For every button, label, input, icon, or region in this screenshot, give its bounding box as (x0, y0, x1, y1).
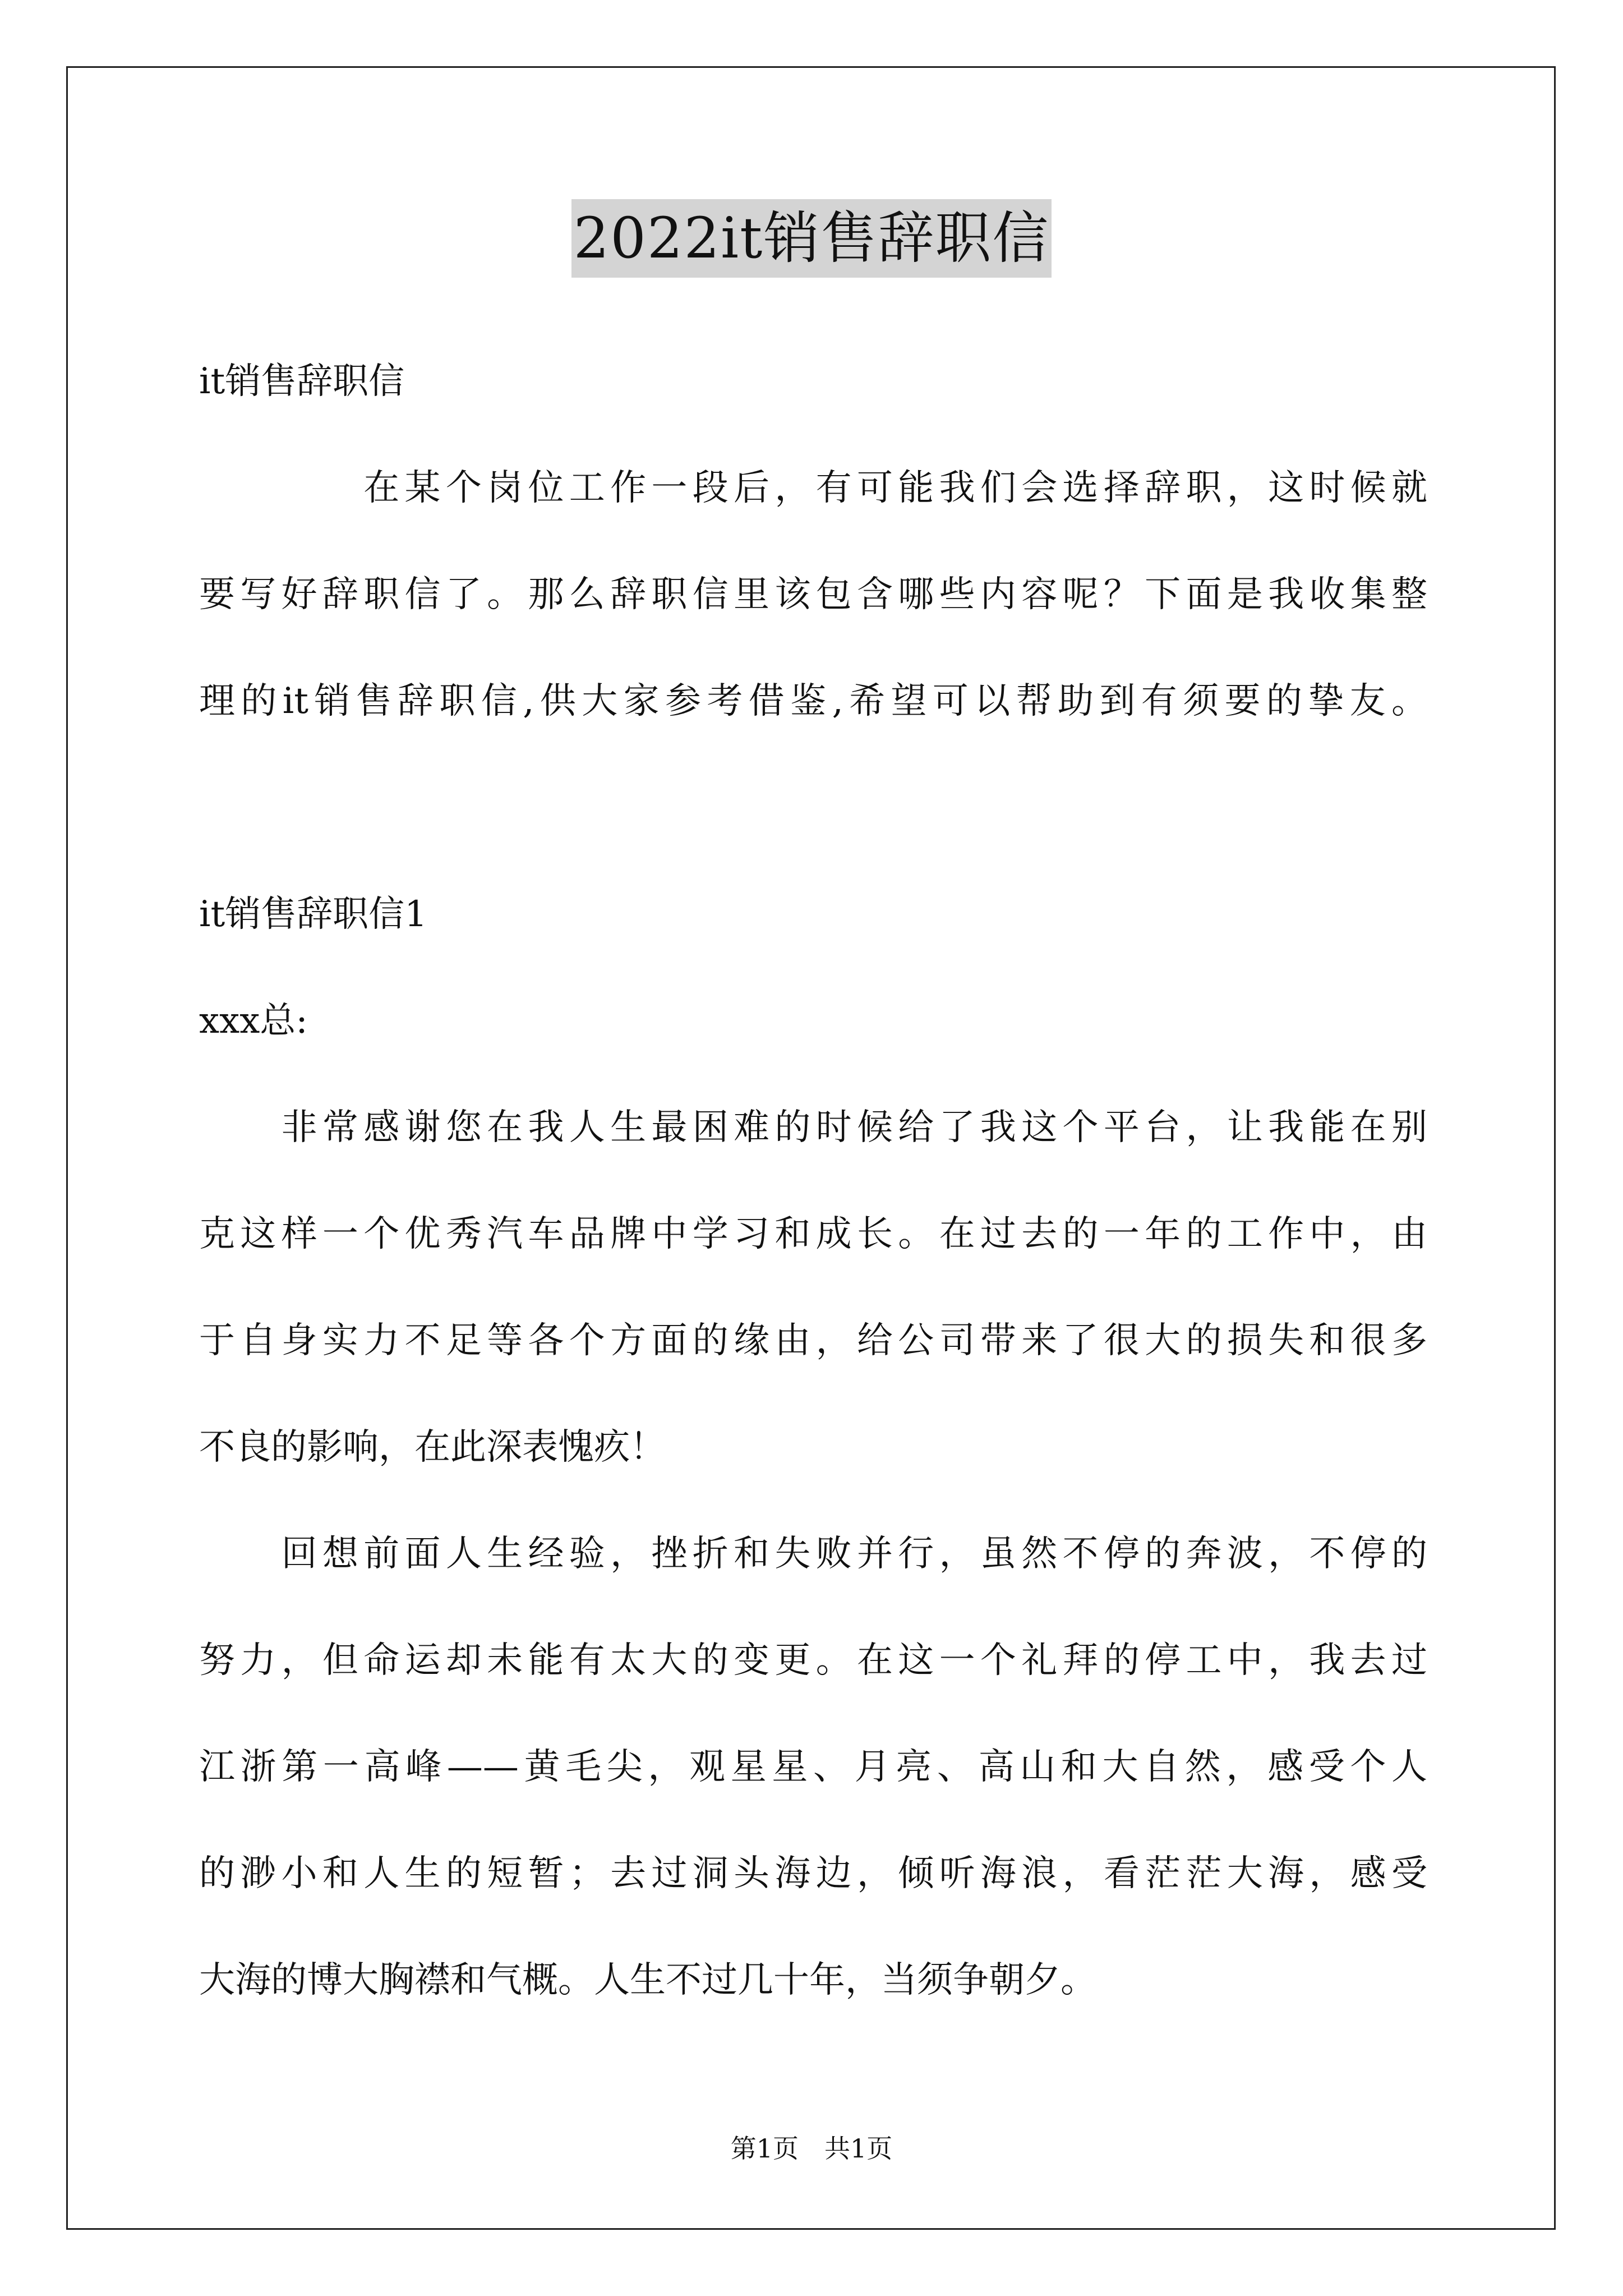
section-heading: it销售辞职信1 (199, 894, 427, 935)
document-body (199, 328, 1427, 2033)
paragraph-line: 努力，但命运却未能有太大的变更。在这一个礼拜的停工中，我去过 (199, 1640, 1427, 1681)
paragraph-line: 江浙第一高峰——黄毛尖，观星星、月亮、高山和大自然，感受个人 (199, 1746, 1427, 1788)
paragraph-line: 克这样一个优秀汽车品牌中学习和成长。在过去的一年的工作中，由 (199, 1213, 1427, 1255)
intro-line: 理的it销售辞职信,供大家参考借鉴,希望可以帮助到有须要的挚友。 (199, 680, 1427, 722)
paragraph-line: 于自身实力不足等各个方面的缘由，给公司带来了很大的损失和很多 (199, 1320, 1427, 1361)
paragraph-line: 大海的博大胸襟和气概。人生不过几十年，当须争朝夕。 (199, 1959, 1096, 2001)
blank-line (199, 754, 1427, 861)
page-footer (0, 2132, 1623, 2165)
page-number: 第1页 共1页 (730, 2133, 893, 2164)
subtitle: it销售辞职信 (199, 361, 405, 402)
paragraph-line: 不良的影响，在此深表愧疚！ (199, 1427, 666, 1468)
paragraph-line: 的渺小和人生的短暂；去过洞头海边，倾听海浪，看茫茫大海，感受 (199, 1853, 1427, 1894)
document-title: 2022it销售辞职信 (571, 199, 1052, 278)
paragraph-line: 非常感谢您在我人生最困难的时候给了我这个平台，让我能在别 (199, 1107, 1427, 1148)
paragraph-line: 回想前面人生经验，挫折和失败并行，虽然不停的奔波，不停的 (199, 1533, 1427, 1575)
title-container (0, 199, 1623, 278)
intro-line: 要写好辞职信了。那么辞职信里该包含哪些内容呢？下面是我收集整 (199, 574, 1427, 615)
intro-line: 在某个岗位工作一段后，有可能我们会选择辞职，这时候就 (199, 467, 1427, 509)
salutation: xxx总: (199, 1000, 308, 1042)
